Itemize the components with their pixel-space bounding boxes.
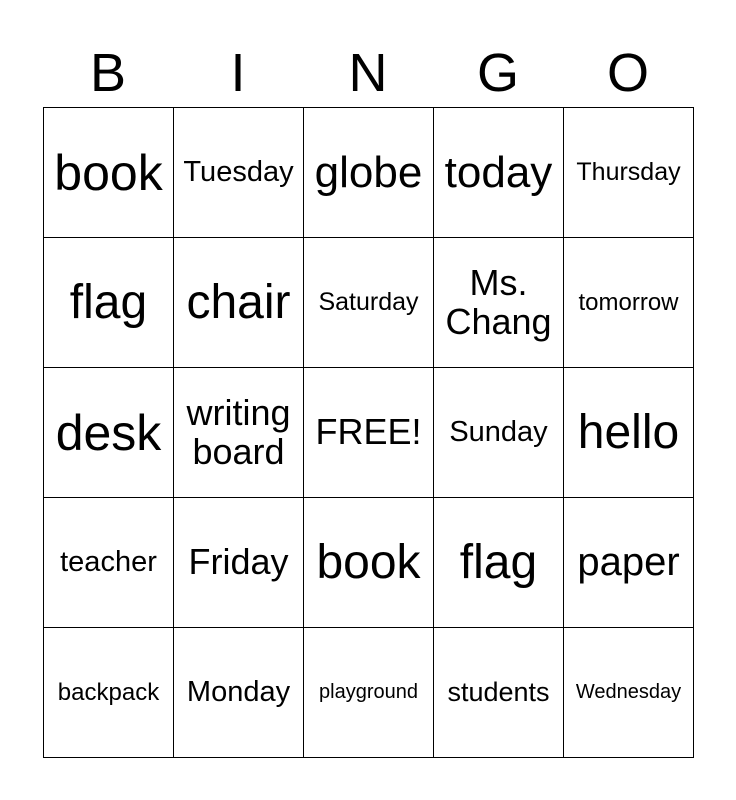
bingo-cell[interactable] <box>304 238 434 368</box>
bingo-cell[interactable] <box>44 238 174 368</box>
cell-text: students <box>447 676 550 707</box>
cell-text: flag <box>459 535 538 589</box>
header-letter-b: B <box>89 43 127 103</box>
cell-text: Monday <box>186 675 291 708</box>
bingo-cell[interactable] <box>564 238 694 368</box>
bingo-cell[interactable] <box>44 108 174 238</box>
bingo-cell[interactable] <box>304 498 434 628</box>
bingo-cell[interactable] <box>174 368 304 498</box>
cell-text: Saturday <box>318 288 419 316</box>
cell-text: Wednesday <box>575 680 682 703</box>
bingo-cell[interactable] <box>44 368 174 498</box>
header-letter-o: O <box>606 43 649 103</box>
header-letter-g: G <box>476 43 519 103</box>
cell-text: desk <box>55 404 162 461</box>
bingo-cell[interactable] <box>174 108 304 238</box>
bingo-cell[interactable] <box>564 628 694 758</box>
cell-text: flag <box>69 275 148 329</box>
bingo-cell[interactable] <box>434 238 564 368</box>
bingo-header <box>43 38 693 108</box>
cell-text: chair <box>186 275 291 329</box>
bingo-cell[interactable] <box>564 498 694 628</box>
cell-text: hello <box>577 405 680 459</box>
cell-text: FREE! <box>315 411 422 453</box>
bingo-board <box>43 107 694 758</box>
header-letter-n: N <box>348 43 388 103</box>
cell-text: teacher <box>60 545 157 578</box>
cell-text: book <box>54 144 163 201</box>
bingo-cell[interactable] <box>44 498 174 628</box>
cell-text: Thursday <box>576 158 681 186</box>
bingo-cell[interactable] <box>564 108 694 238</box>
free-space[interactable] <box>304 368 434 498</box>
bingo-cell[interactable] <box>44 628 174 758</box>
bingo-cell[interactable] <box>564 368 694 498</box>
bingo-cell[interactable] <box>174 238 304 368</box>
cell-text: Tuesday <box>183 155 294 188</box>
cell-text: tomorrow <box>578 288 679 316</box>
cell-text: globe <box>314 147 423 197</box>
cell-text: paper <box>577 539 680 584</box>
bingo-cell[interactable] <box>434 368 564 498</box>
cell-text: Sunday <box>449 415 548 448</box>
cell-text: Ms. Chang <box>445 261 552 342</box>
bingo-cell[interactable] <box>174 498 304 628</box>
cell-text: backpack <box>57 678 160 706</box>
bingo-cell[interactable] <box>304 108 434 238</box>
bingo-cell[interactable] <box>434 498 564 628</box>
cell-text: today <box>444 147 553 197</box>
bingo-cell[interactable] <box>174 628 304 758</box>
cell-text: book <box>316 535 421 589</box>
header-letter-i: I <box>230 43 246 103</box>
cell-text: Friday <box>188 541 289 583</box>
bingo-cell[interactable] <box>434 108 564 238</box>
cell-text: writing board <box>186 391 291 472</box>
bingo-cell[interactable] <box>434 628 564 758</box>
cell-text: playground <box>319 680 418 703</box>
bingo-cell[interactable] <box>304 628 434 758</box>
